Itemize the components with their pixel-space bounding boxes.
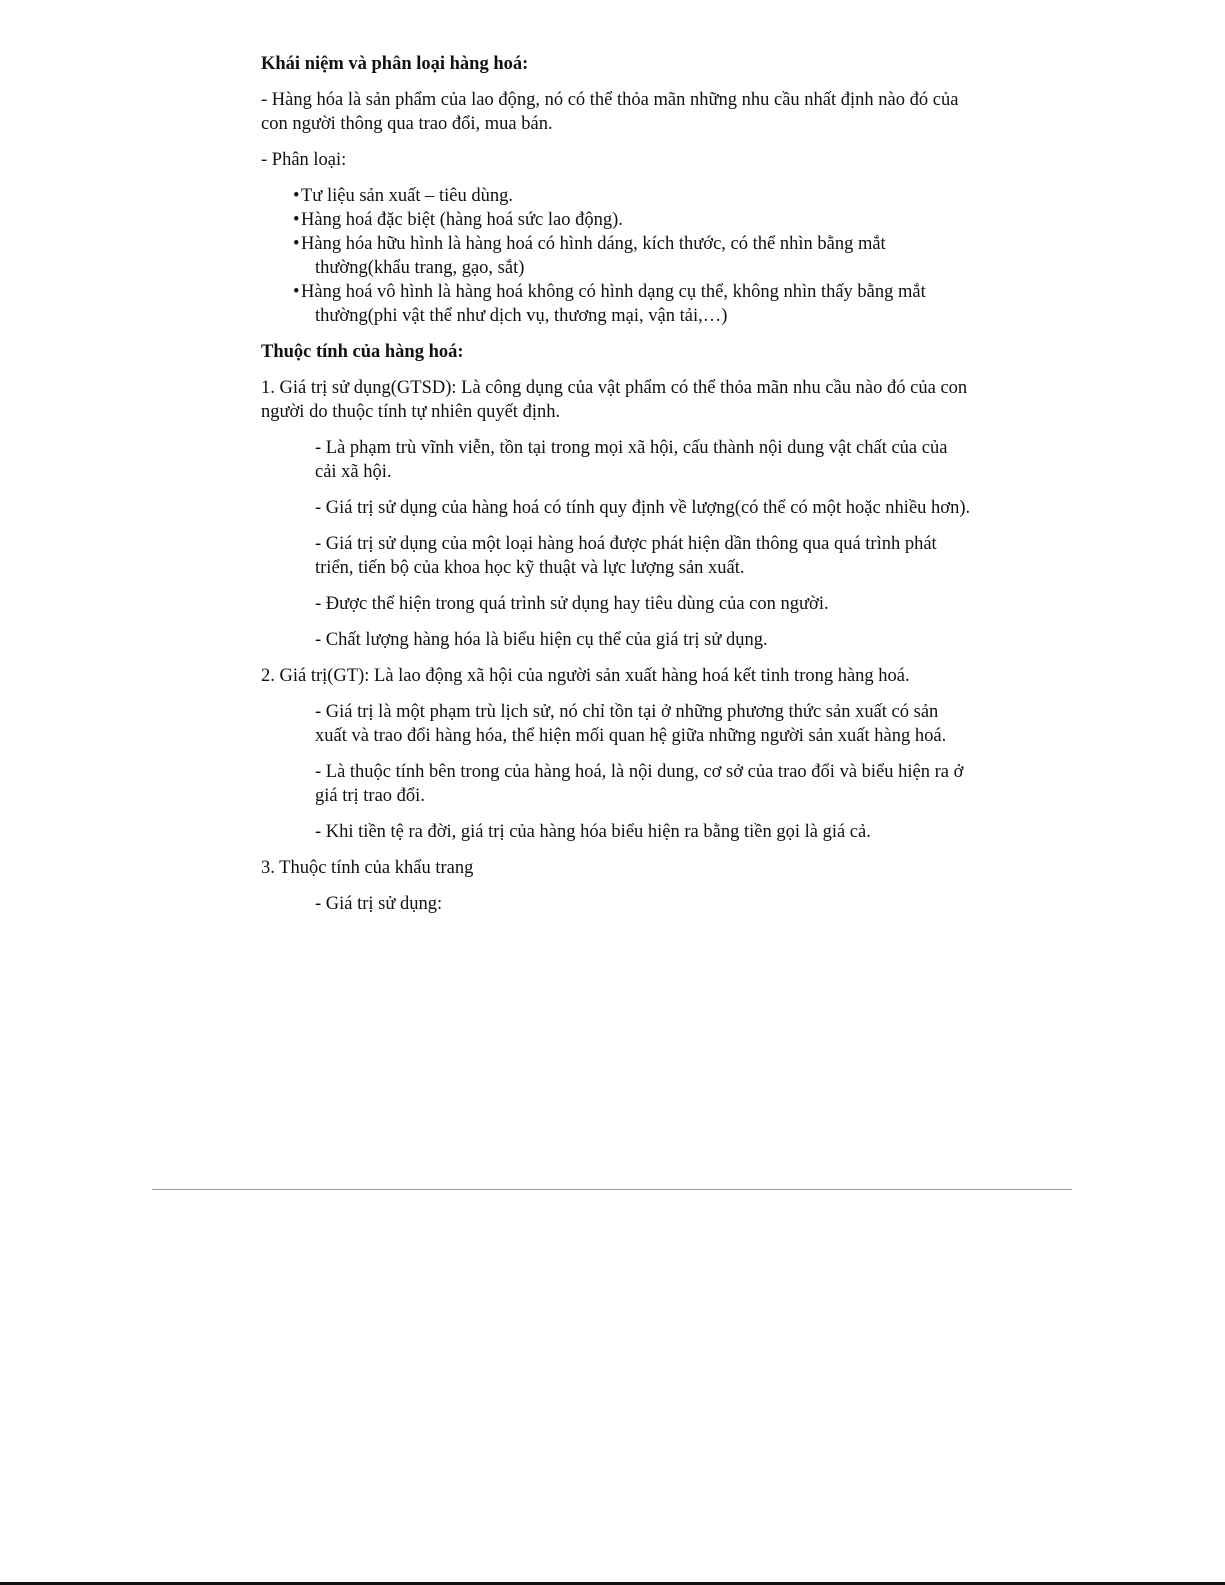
sub-paragraph: - Giá trị sử dụng: — [315, 894, 443, 914]
list-item — [285, 232, 971, 280]
list-item-text: Tư liệu sản xuất – tiêu dùng. — [301, 186, 513, 206]
sub-paragraph: - Được thể hiện trong quá trình sử dụng hay tiêu dùng của con người. — [315, 594, 829, 614]
sub-paragraph: - Khi tiền tệ ra đời, giá trị của hàng hóa biểu hiện ra bằng tiền gọi là giá cả. — [315, 822, 871, 842]
list-item — [285, 208, 971, 232]
numbered-paragraph-value: 2. Giá trị(GT): Là lao động xã hội của người sản xuất hàng hoá kết tinh trong hàng hoá. — [261, 666, 910, 686]
bullet-icon: • — [293, 282, 300, 302]
list-item — [285, 184, 971, 208]
sub-paragraph: - Là thuộc tính bên trong của hàng hoá, là nội dung, cơ sở của trao đổi và biểu hiện ra ở giá trị trao đổi. — [315, 762, 964, 806]
document-body — [261, 52, 971, 928]
section-heading-attributes: Thuộc tính của hàng hoá: — [261, 342, 464, 362]
bullet-icon: • — [293, 234, 300, 254]
list-item — [285, 280, 971, 328]
numbered-paragraph-use-value: 1. Giá trị sử dụng(GTSD): Là công dụng của vật phẩm có thể thỏa mãn nhu cầu nào đó của con người do thuộc tính tự nhiên quyết định. — [261, 378, 968, 422]
list-item-text: Hàng hóa hữu hình là hàng hoá có hình dáng, kích thước, có thể nhìn bằng mắt thường(khẩu trang, gạo, sắt) — [301, 234, 886, 278]
classification-label: - Phân loại: — [261, 150, 347, 170]
classification-list — [285, 184, 971, 328]
list-item-text: Hàng hoá đặc biệt (hàng hoá sức lao động). — [301, 210, 623, 230]
numbered-paragraph-mask: 3. Thuộc tính của khẩu trang — [261, 858, 474, 878]
section-heading-concept: Khái niệm và phân loại hàng hoá: — [261, 54, 529, 74]
sub-paragraph: - Là phạm trù vĩnh viễn, tồn tại trong mọi xã hội, cấu thành nội dung vật chất của của cải xã hội. — [315, 438, 948, 482]
sub-paragraph: - Giá trị sử dụng của một loại hàng hoá được phát hiện dần thông qua quá trình phát triển, tiến bộ của khoa học kỹ thuật và lực lượng sản xuất. — [315, 534, 937, 578]
sub-paragraph: - Giá trị sử dụng của hàng hoá có tính quy định về lượng(có thể có một hoặc nhiều hơn). — [315, 498, 971, 518]
sub-paragraph: - Giá trị là một phạm trù lịch sử, nó chỉ tồn tại ở những phương thức sản xuất có sản xuất và trao đổi hàng hóa, thể hiện mối quan hệ giữa những người sản xuất hàng hoá. — [315, 702, 947, 746]
definition-paragraph: - Hàng hóa là sản phẩm của lao động, nó có thể thỏa mãn những nhu cầu nhất định nào đó của con người thông qua trao đổi, mua bán. — [261, 90, 959, 134]
sub-paragraph: - Chất lượng hàng hóa là biểu hiện cụ thể của giá trị sử dụng. — [315, 630, 768, 650]
list-item-text: Hàng hoá vô hình là hàng hoá không có hình dạng cụ thể, không nhìn thấy bằng mắt thường(phi vật thể như dịch vụ, thương mại, vận tải,…) — [301, 282, 926, 326]
bullet-icon: • — [293, 186, 300, 206]
page-divider — [152, 1189, 1072, 1190]
bullet-icon: • — [293, 210, 300, 230]
